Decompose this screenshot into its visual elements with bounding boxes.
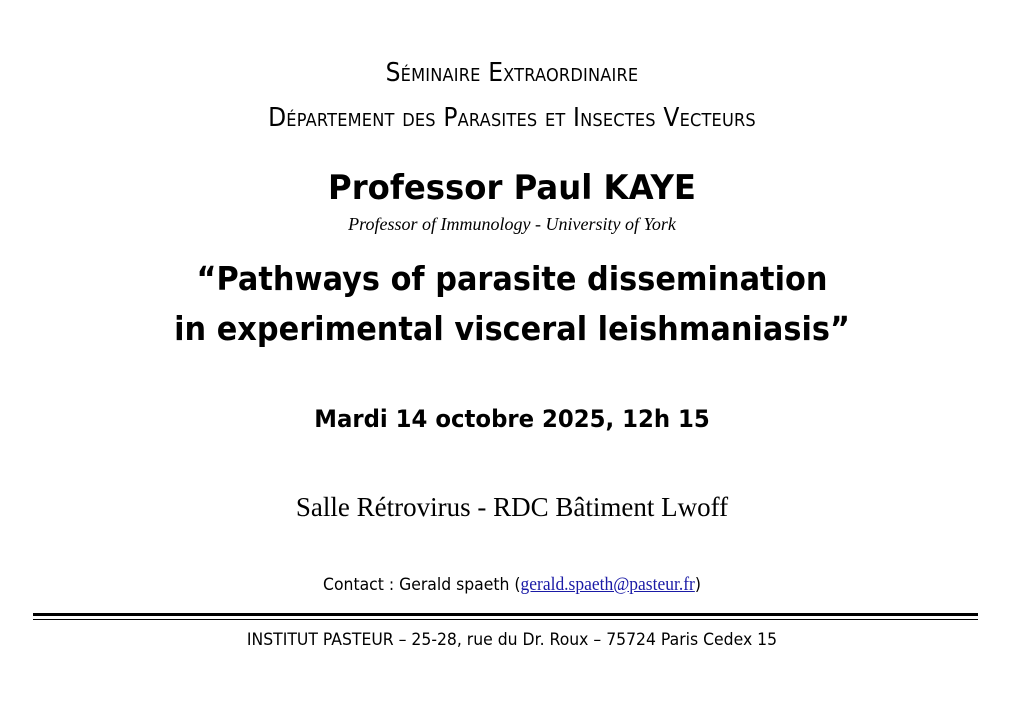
department-heading: Département des Parasites et Insectes Vecteurs [268,103,756,133]
event-datetime: Mardi 14 octobre 2025, 12h 15 [314,405,710,433]
speaker-affiliation: Professor of Immunology - University of York [348,214,676,234]
footer-divider-thick [33,613,978,616]
contact-line [41,574,983,596]
contact-suffix: ) [694,575,701,595]
event-venue: Salle Rétrovirus - RDC Bâtiment Lwoff [295,492,729,522]
talk-title-line-2: in experimental visceral leishmaniasis” [174,309,850,348]
speaker-name: Professor Paul KAYE [328,168,696,208]
contact-email-link[interactable]: gerald.spaeth@pasteur.fr [520,574,695,595]
footer-divider-thin [33,619,978,620]
contact-prefix: Contact : Gerald spaeth ( [323,575,521,595]
institute-address: INSTITUT PASTEUR – 25-28, rue du Dr. Roux – 75724 Paris Cedex 15 [246,630,778,650]
seminar-type-heading: Séminaire Extraordinaire [385,58,639,88]
talk-title-line-1: “Pathways of parasite dissemination [196,259,828,298]
